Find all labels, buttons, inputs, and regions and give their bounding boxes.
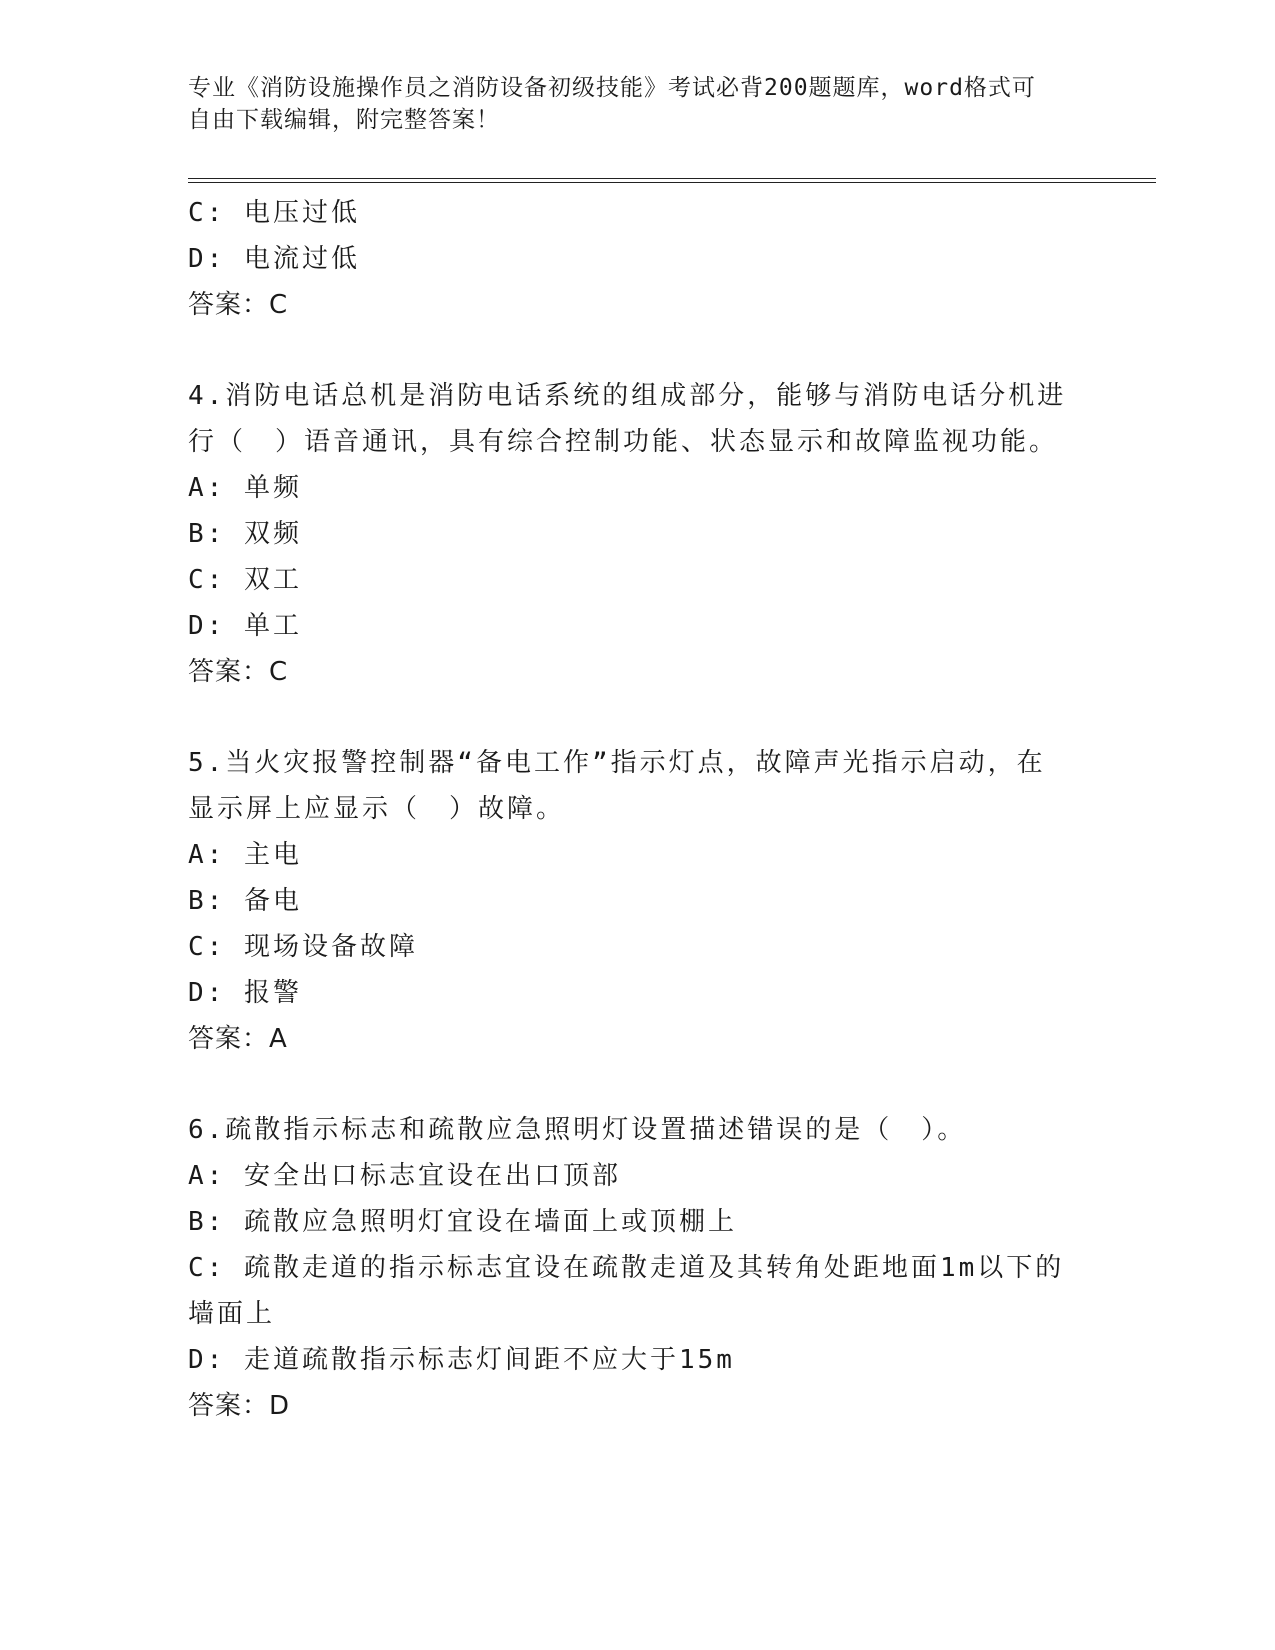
question-stem-continued: 显示屏上应显示（ ）故障。 xyxy=(188,794,566,824)
question-3-tail xyxy=(188,190,1068,328)
question-5 xyxy=(188,740,1068,1062)
option-d: D: 电流过低 xyxy=(188,244,360,274)
option-b: B: 备电 xyxy=(188,886,302,916)
option-b: B: 双频 xyxy=(188,519,302,549)
option-d: D: 报警 xyxy=(188,978,302,1008)
header-line-2: 自由下载编辑，附完整答案！ xyxy=(188,107,500,133)
question-gap xyxy=(188,695,1068,740)
question-stem-continued: 行（ ）语音通讯，具有综合控制功能、状态显示和故障监视功能。 xyxy=(188,427,1059,457)
question-gap xyxy=(188,328,1068,373)
answer-label: 答案：D xyxy=(188,1391,291,1421)
question-gap xyxy=(188,1062,1068,1107)
header-divider xyxy=(188,178,1156,183)
page-header xyxy=(188,72,1068,136)
option-c-continued: 墙面上 xyxy=(188,1299,276,1329)
answer-label: 答案：C xyxy=(188,657,289,687)
option-b: B: 疏散应急照明灯宜设在墙面上或顶棚上 xyxy=(188,1207,737,1237)
option-a: A: 安全出口标志宜设在出口顶部 xyxy=(188,1161,621,1191)
option-c: C: 电压过低 xyxy=(188,198,360,228)
question-stem: 5.当火灾报警控制器“备电工作”指示灯点，故障声光指示启动，在 xyxy=(188,748,1046,778)
question-6 xyxy=(188,1107,1068,1429)
answer-label: 答案：C xyxy=(188,290,289,320)
option-c: C: 疏散走道的指示标志宜设在疏散走道及其转角处距地面1m以下的 xyxy=(188,1253,1065,1283)
option-d: D: 单工 xyxy=(188,611,302,641)
header-line-1: 专业《消防设施操作员之消防设备初级技能》考试必背200题题库，word格式可 xyxy=(188,75,1036,101)
option-c: C: 现场设备故障 xyxy=(188,932,418,962)
question-4 xyxy=(188,373,1068,695)
answer-label: 答案：A xyxy=(188,1024,288,1054)
option-a: A: 主电 xyxy=(188,840,302,870)
question-stem: 4.消防电话总机是消防电话系统的组成部分，能够与消防电话分机进 xyxy=(188,381,1067,411)
question-list xyxy=(188,190,1068,1429)
option-a: A: 单频 xyxy=(188,473,302,503)
option-d: D: 走道疏散指示标志灯间距不应大于15m xyxy=(188,1345,735,1375)
question-stem: 6.疏散指示标志和疏散应急照明灯设置描述错误的是（ ）。 xyxy=(188,1115,967,1145)
option-c: C: 双工 xyxy=(188,565,302,595)
